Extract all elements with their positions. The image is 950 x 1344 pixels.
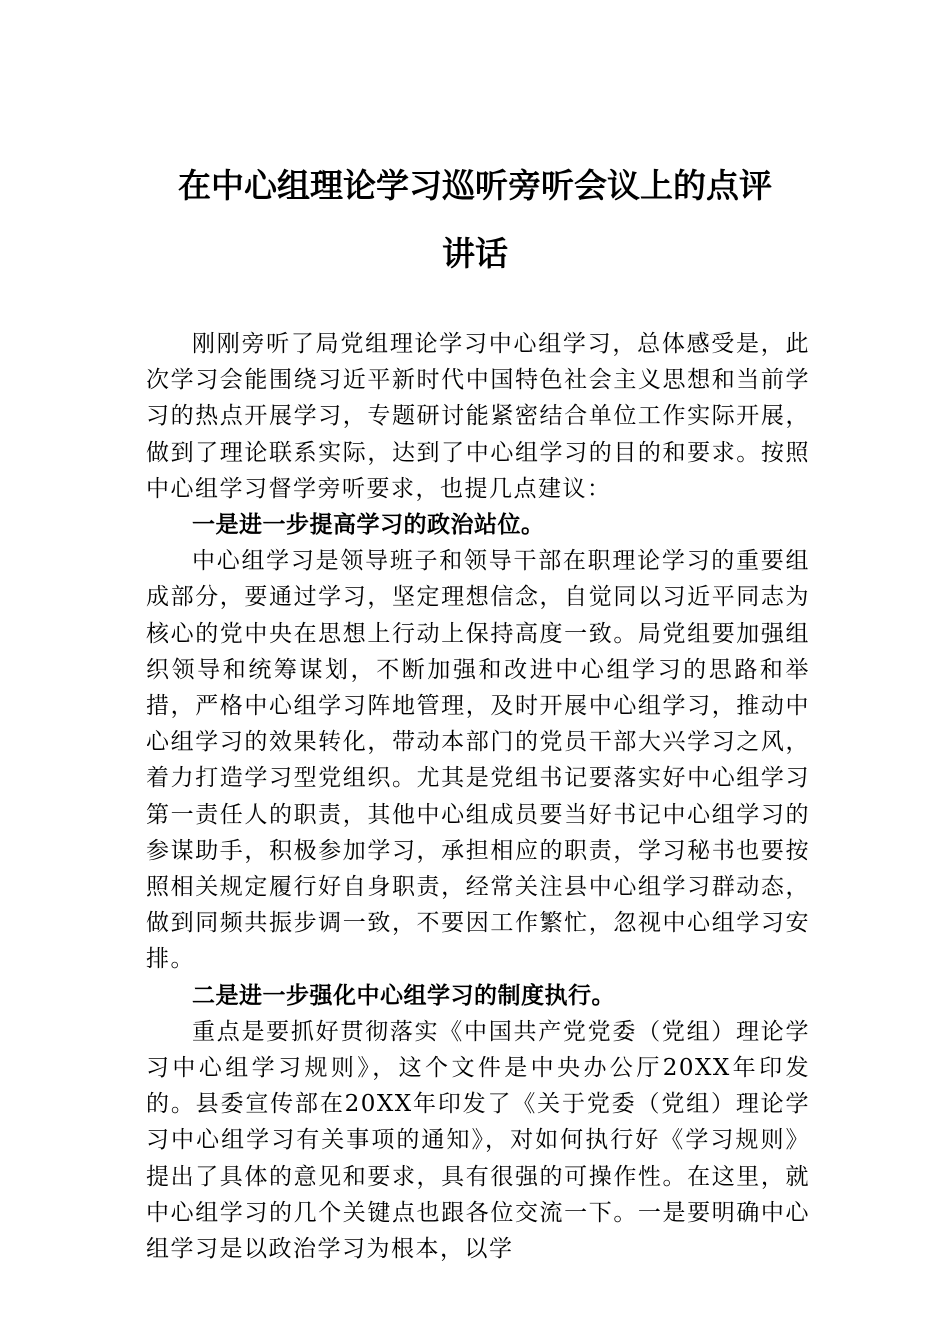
- section-paragraph-2: 重点是要抓好贯彻落实《中国共产党党委（党组）理论学习中心组学习规则》，这个文件是中央办公厅20XX年印发的。县委宣传部在20XX年印发了《关于党委（党组）理论学习中心组学习有关事项的通知》，对如何执行好《学习规则》提出了具体的意见和要求，具有很强的可操作性。在这里，就中心组学习的几个关键点也跟各位交流一下。一是要明确中心组学习是以政治学习为根本，以学: [146, 1018, 810, 1263]
- section-paragraph-1: 中心组学习是领导班子和领导干部在职理论学习的重要组成部分，要通过学习，坚定理想信念，自觉同以习近平同志为核心的党中央在思想上行动上保持高度一致。局党组要加强组织领导和统筹谋划，不断加强和改进中心组学习的思路和举措，严格中心组学习阵地管理，及时开展中心组学习，推动中心组学习的效果转化，带动本部门的党员干部大兴学习之风，着力打造学习型党组织。尤其是党组书记要落实好中心组学习第一责任人的职责，其他中心组成员要当好书记中心组学习的参谋助手，积极参加学习，承担相应的职责，学习秘书也要按照相关规定履行好自身职责，经常关注县中心组学习群动态，做到同频共振步调一致，不要因工作繁忙，忽视中心组学习安排。: [146, 548, 810, 973]
- intro-paragraph: 刚刚旁听了局党组理论学习中心组学习，总体感受是，此次学习会能围绕习近平新时代中国特色社会主义思想和当前学习的热点开展学习，专题研讨能紧密结合单位工作实际开展，做到了理论联系实际，达到了中心组学习的目的和要求。按照中心组学习督学旁听要求，也提几点建议：: [146, 331, 810, 502]
- document-title-line-2: 讲话: [442, 234, 508, 273]
- section-heading-1: 一是进一步提高学习的政治站位。: [192, 511, 545, 539]
- document-body: [146, 326, 810, 1267]
- document-title-line-1: 在中心组理论学习巡听旁听会议上的点评: [178, 166, 772, 205]
- section-heading-2: 二是进一步强化中心组学习的制度执行。: [192, 981, 615, 1009]
